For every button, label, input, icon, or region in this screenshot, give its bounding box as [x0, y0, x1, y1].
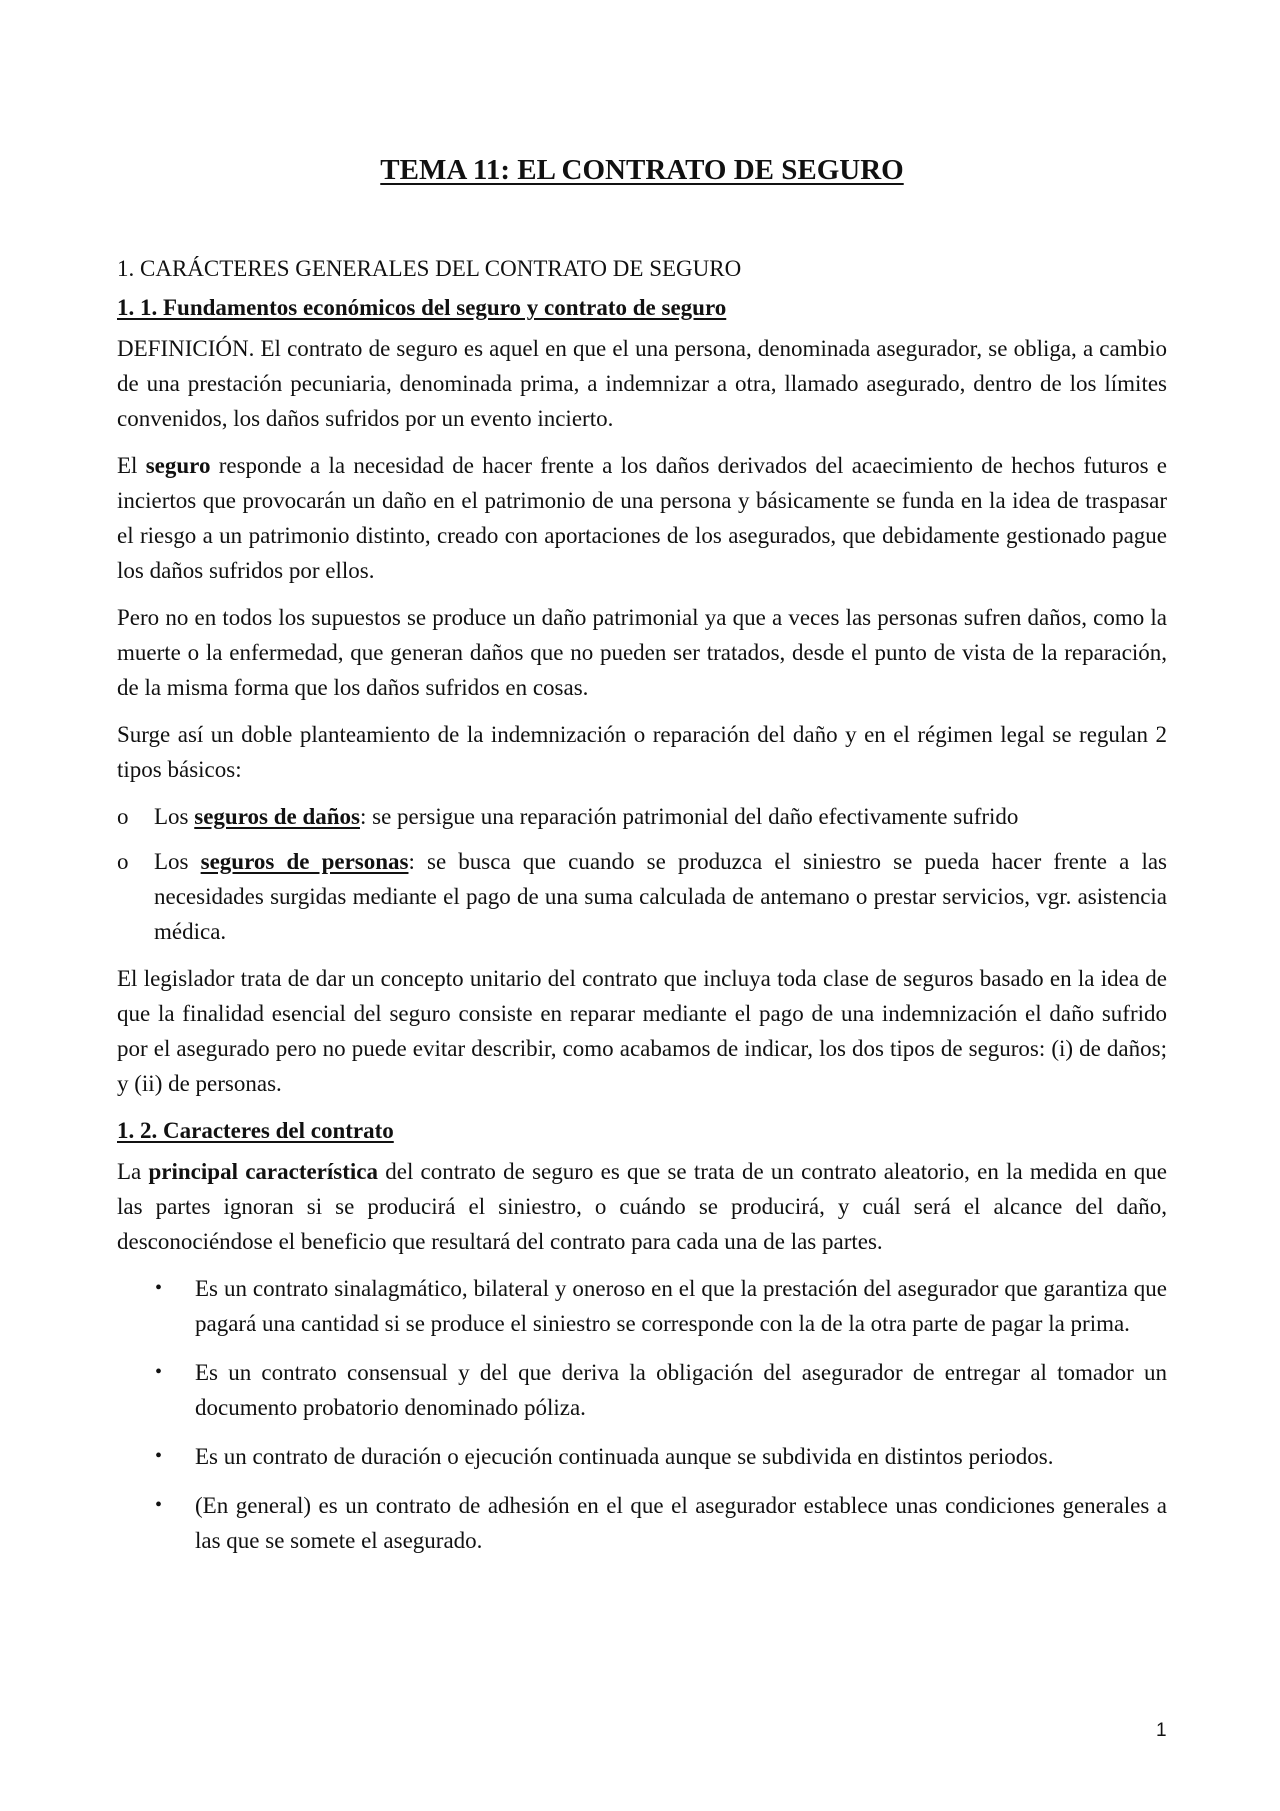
- list-item: o Los seguros de daños: se persigue una reparación patrimonial del daño efectivamente sufrido: [117, 799, 1167, 834]
- term-seguros-personas: seguros de personas: [200, 849, 409, 874]
- subsection-heading-1: 1. 1. Fundamentos económicos del seguro y contrato de seguro: [117, 295, 727, 320]
- body-flow: [117, 251, 1167, 1572]
- surge-paragraph: Surge así un doble planteamiento de la indemnización o reparación del daño y en el régimen legal se regulan 2 tipos básicos:: [117, 722, 1167, 782]
- legislador-paragraph: El legislador trata de dar un concepto unitario del contrato que incluya toda clase de seguros basado en la idea de que la finalidad esencial del seguro consiste en reparar mediante el pago de una indemnización el daño sufrido por el asegurado pero no puede evitar describir, como acabamos de indicar, los dos tipos de seguros: (i) de daños; y (ii) de personas.: [117, 966, 1167, 1096]
- circle-bullet-icon: o: [117, 804, 129, 829]
- characteristics-list: [117, 1271, 1167, 1558]
- principal-paragraph: La principal característica del contrato de seguro es que se trata de un contrato aleatorio, en la medida en que las partes ignoran si se producirá el siniestro, o cuándo se producirá, y cuál será el alcance del daño, desconociéndose el beneficio que resultará del contrato para cada una de las partes.: [117, 1159, 1167, 1254]
- bullet-icon: •: [155, 1494, 163, 1516]
- seguro-bold: seguro: [145, 453, 211, 478]
- pero-paragraph: Pero no en todos los supuestos se produce un daño patrimonial ya que a veces las personas sufren daños, como la muerte o la enfermedad, que generan daños que no pueden ser tratados, desde el punto de vista de la reparación, de la misma forma que los daños sufridos en cosas.: [117, 605, 1167, 700]
- seguro-lead: El: [117, 453, 146, 478]
- list-item: • Es un contrato de duración o ejecución continuada aunque se subdivida en distintos periodos.: [117, 1439, 1167, 1474]
- term-seguros-danos: seguros de daños: [194, 804, 360, 829]
- section-heading: 1. CARÁCTERES GENERALES DEL CONTRATO DE SEGURO: [117, 256, 742, 281]
- bullet-icon: •: [155, 1445, 163, 1467]
- bullet-icon: •: [155, 1277, 163, 1299]
- page-number: 1: [1156, 1720, 1167, 1741]
- definition-paragraph: DEFINICIÓN. El contrato de seguro es aquel en que el una persona, denominada asegurador, se obliga, a cambio de una prestación pecuniaria, denominada prima, a indemnizar a otra, llamado asegurado, dentro de los límites convenidos, los daños sufridos por un evento incierto.: [117, 336, 1167, 431]
- principal-bold: principal característica: [148, 1159, 378, 1184]
- list-item: • Es un contrato consensual y del que deriva la obligación del asegurador de entregar al tomador un documento probatorio denominado póliza.: [117, 1355, 1167, 1425]
- bullet-icon: •: [155, 1361, 163, 1383]
- seguro-rest: responde a la necesidad de hacer frente a los daños derivados del acaecimiento de hechos futuros e inciertos que provocarán un daño en el patrimonio de una persona y básicamente se funda en la idea de traspasar el riesgo a un patrimonio distinto, creado con aportaciones de los asegurados, que debidamente gestionado pague los daños sufridos por ellos.: [117, 453, 1167, 583]
- seguro-paragraph: [117, 448, 1167, 588]
- subsection-heading-2: 1. 2. Caracteres del contrato: [117, 1118, 394, 1143]
- list-item: • (En general) es un contrato de adhesión en el que el asegurador establece unas condiciones generales a las que se somete el asegurado.: [117, 1488, 1167, 1558]
- document-title: TEMA 11: EL CONTRATO DE SEGURO: [380, 154, 904, 186]
- insurance-types-list: [117, 799, 1167, 949]
- circle-bullet-icon: o: [117, 849, 129, 874]
- list-item: o Los seguros de personas: se busca que cuando se produzca el siniestro se pueda hacer frente a las necesidades surgidas mediante el pago de una suma calculada de antemano o prestar servicios, vgr. asistencia médica.: [117, 844, 1167, 949]
- list-item: • Es un contrato sinalagmático, bilateral y oneroso en el que la prestación del asegurador que garantiza que pagará una cantidad si se produce el siniestro se corresponde con la de la otra parte de pagar la prima.: [117, 1271, 1167, 1341]
